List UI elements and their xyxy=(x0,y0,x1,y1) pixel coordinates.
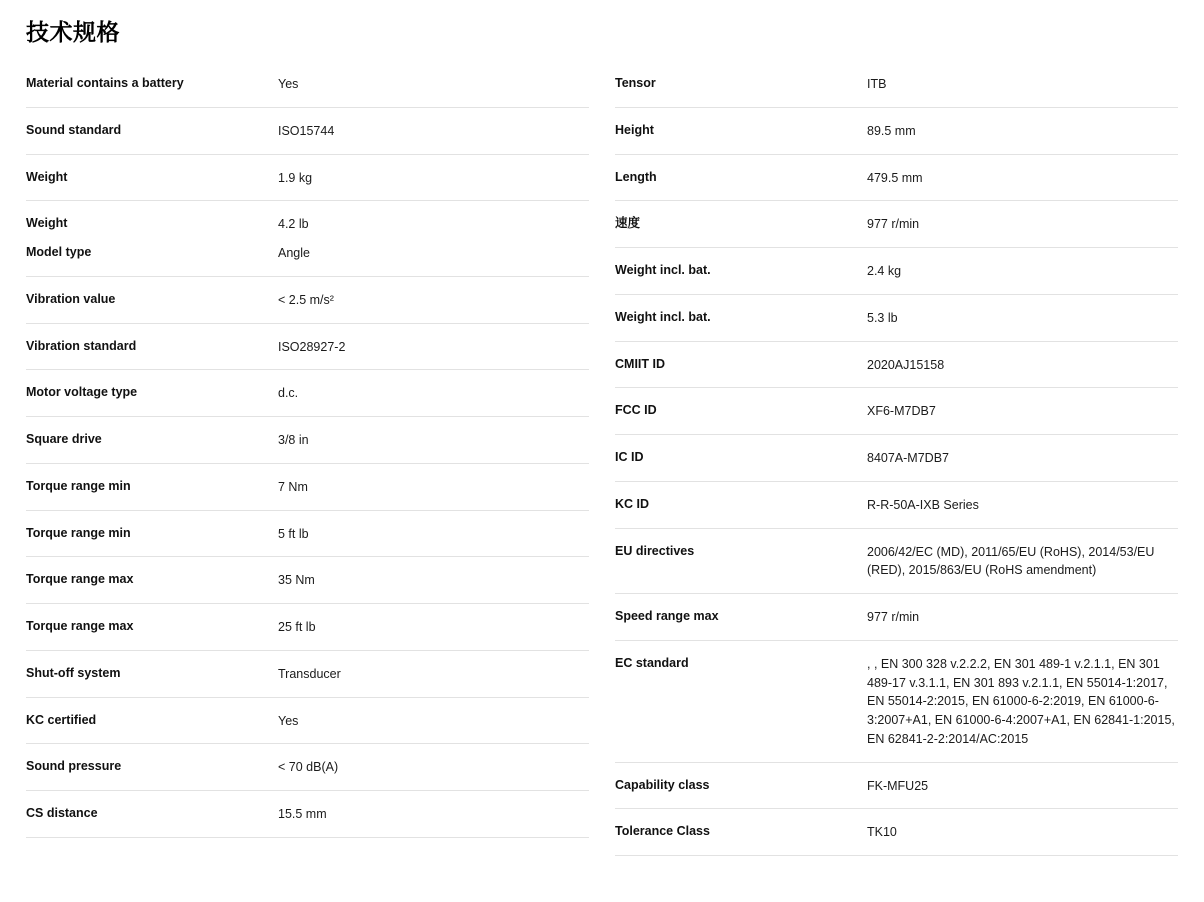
spec-label: EU directives xyxy=(615,543,695,558)
spec-row xyxy=(615,482,1178,529)
spec-label: Torque range min xyxy=(26,525,131,540)
spec-label: Model type xyxy=(26,245,92,259)
spec-row xyxy=(615,61,1178,108)
spec-label: FCC ID xyxy=(615,403,657,418)
spec-row xyxy=(26,370,589,417)
spec-value: XF6-M7DB7 xyxy=(867,404,936,419)
spec-label: Torque range max xyxy=(26,619,134,633)
spec-row xyxy=(615,763,1178,810)
spec-row xyxy=(615,108,1178,155)
spec-value: ISO28927-2 xyxy=(278,339,346,354)
spec-label: KC certified xyxy=(26,712,97,727)
spec-row xyxy=(26,238,589,277)
spec-value: TK10 xyxy=(867,825,897,840)
spec-value: 7 Nm xyxy=(278,479,308,494)
spec-value: Transducer xyxy=(278,666,341,681)
spec-row xyxy=(26,464,589,511)
spec-label: Material contains a battery xyxy=(26,76,184,90)
spec-label: Length xyxy=(615,169,657,184)
spec-label: Speed range max xyxy=(615,609,719,623)
spec-row xyxy=(26,417,589,464)
spec-row xyxy=(615,295,1178,342)
spec-row xyxy=(615,594,1178,641)
spec-row xyxy=(26,155,589,202)
spec-value: Yes xyxy=(278,77,299,91)
spec-value: , , EN 300 328 v.2.2.2, EN 301 489-1 v.2.1.1, EN 301 489-17 v.3.1.1, EN 301 893 v.2.1.1, EN 55014-1:2017, EN 55014-2:2015, EN 61000-6-2:2019, EN 61000-6-3:2007+A1, EN 61000-6-4:2007+A1, EN 62841-1:2015, EN 62841-2-2:2014/AC:2015 xyxy=(867,656,1175,746)
spec-value: Yes xyxy=(278,713,299,728)
spec-row xyxy=(615,435,1178,482)
spec-value: FK-MFU25 xyxy=(867,778,929,793)
spec-value: < 2.5 m/s² xyxy=(278,292,334,307)
spec-label: 速度 xyxy=(615,216,641,231)
spec-label: Square drive xyxy=(26,432,102,446)
spec-row xyxy=(26,324,589,371)
spec-value: 25 ft lb xyxy=(278,620,316,634)
spec-row xyxy=(615,641,1178,763)
spec-row xyxy=(26,744,589,791)
spec-row xyxy=(26,557,589,604)
spec-row xyxy=(26,201,589,238)
spec-label: Sound standard xyxy=(26,122,122,137)
spec-value: 35 Nm xyxy=(278,573,315,588)
spec-label: Torque range min xyxy=(26,478,131,493)
spec-value: 977 r/min xyxy=(867,610,920,624)
spec-label: CS distance xyxy=(26,806,98,820)
spec-value: 2020AJ15158 xyxy=(867,357,945,372)
spec-columns xyxy=(26,61,1178,856)
spec-row xyxy=(615,248,1178,295)
spec-label: Sound pressure xyxy=(26,759,122,774)
spec-value: 4.2 lb xyxy=(278,217,309,232)
spec-label: Tensor xyxy=(615,76,656,90)
page-title: 技术规格 xyxy=(26,19,120,45)
spec-row xyxy=(26,61,589,108)
spec-label: Shut-off system xyxy=(26,665,121,680)
spec-row xyxy=(615,529,1178,595)
spec-value: 977 r/min xyxy=(867,217,920,232)
spec-value: < 70 dB(A) xyxy=(278,760,339,775)
spec-label: Vibration standard xyxy=(26,338,137,353)
spec-label: Height xyxy=(615,122,654,137)
spec-row xyxy=(615,201,1178,248)
spec-row xyxy=(26,604,589,651)
spec-row xyxy=(26,277,589,324)
spec-label: Vibration value xyxy=(26,291,116,306)
spec-value: 5.3 lb xyxy=(867,310,898,325)
spec-label: Torque range max xyxy=(26,572,134,587)
spec-row xyxy=(26,651,589,698)
spec-value: d.c. xyxy=(278,386,299,401)
spec-value: Angle xyxy=(278,246,310,260)
spec-label: Weight xyxy=(26,216,68,231)
spec-value: 15.5 mm xyxy=(278,807,327,821)
spec-value: 5 ft lb xyxy=(278,526,309,541)
spec-value: 2.4 kg xyxy=(867,264,902,278)
spec-label: Weight xyxy=(26,169,68,184)
spec-value: 1.9 kg xyxy=(278,170,313,185)
spec-value: 479.5 mm xyxy=(867,170,923,185)
spec-label: EC standard xyxy=(615,655,689,670)
spec-value: R-R-50A-IXB Series xyxy=(867,497,979,512)
spec-value: 3/8 in xyxy=(278,433,309,447)
spec-value: 89.5 mm xyxy=(867,123,916,138)
spec-column-left xyxy=(26,61,589,838)
spec-value: 8407A-M7DB7 xyxy=(867,451,949,465)
spec-label: IC ID xyxy=(615,450,644,464)
spec-label: Weight incl. bat. xyxy=(615,309,711,324)
spec-label: CMIIT ID xyxy=(615,356,665,371)
spec-label: Motor voltage type xyxy=(26,385,138,400)
spec-row xyxy=(26,511,589,558)
spec-label: KC ID xyxy=(615,496,650,511)
spec-value: ITB xyxy=(867,77,887,91)
spec-row xyxy=(615,809,1178,856)
spec-row xyxy=(26,791,589,838)
spec-value: ISO15744 xyxy=(278,123,335,138)
spec-row xyxy=(615,155,1178,202)
spec-value: 2006/42/EC (MD), 2011/65/EU (RoHS), 2014/53/EU (RED), 2015/863/EU (RoHS amendment) xyxy=(867,544,1155,578)
spec-row xyxy=(615,342,1178,389)
spec-column-right xyxy=(615,61,1178,856)
spec-row xyxy=(26,108,589,155)
spec-row xyxy=(26,698,589,745)
spec-label: Weight incl. bat. xyxy=(615,263,711,277)
spec-label: Capability class xyxy=(615,777,710,792)
spec-label: Tolerance Class xyxy=(615,824,710,839)
spec-row xyxy=(615,388,1178,435)
